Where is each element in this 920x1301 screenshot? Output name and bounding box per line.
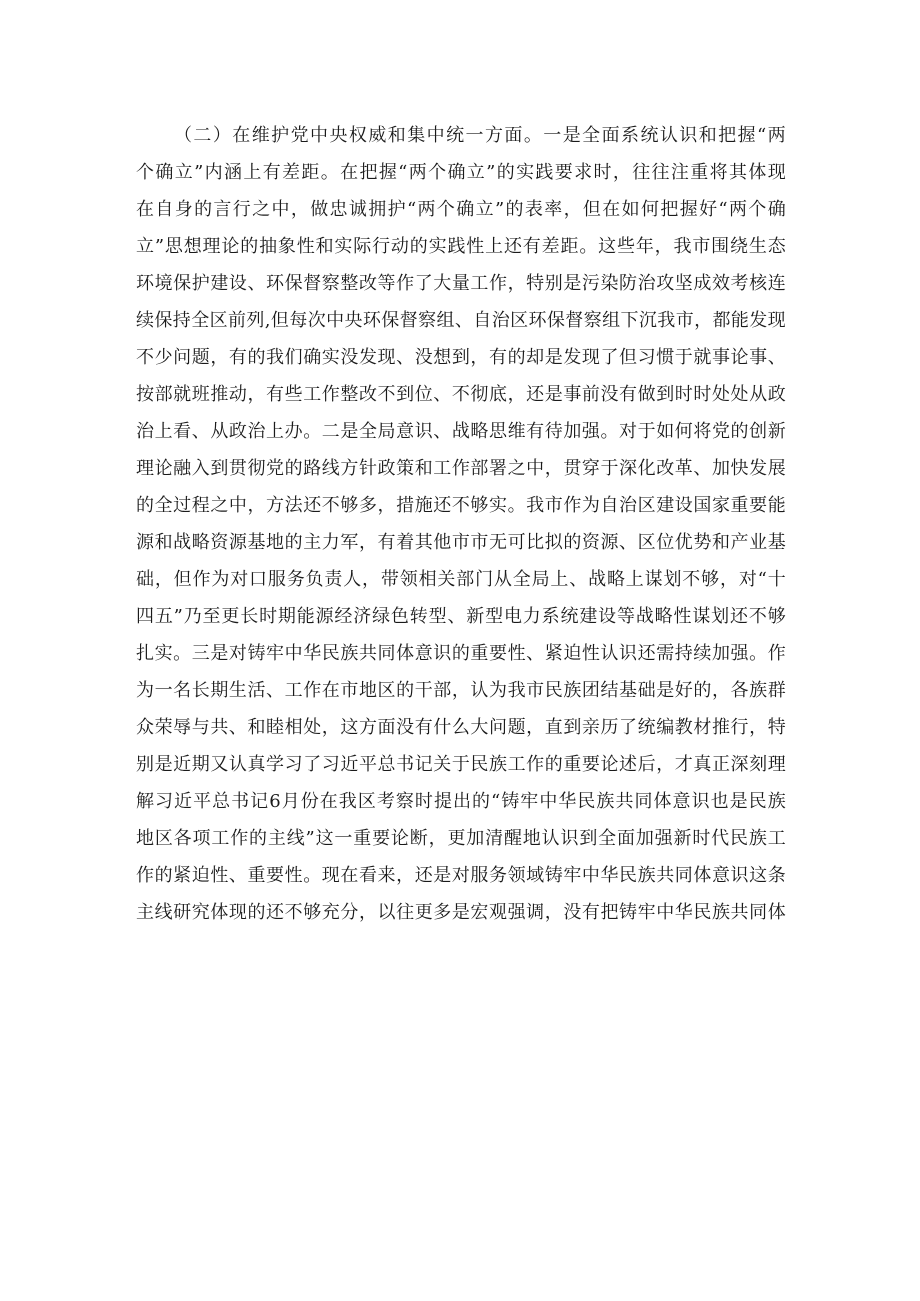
paragraph-line: （二）在维护党中央权威和集中统一方面。一是全面系统认识和把握“两 [174, 125, 786, 146]
paragraph-line: 续保持全区前列,但每次中央环保督察组、自治区环保督察组下沉我市，都能发现 [136, 310, 786, 331]
paragraph-line: 不少问题，有的我们确实没发现、没想到，有的却是发现了但习惯于就事论事、 [136, 347, 786, 368]
paragraph-line: 为一名长期生活、工作在市地区的干部，认为我市民族团结基础是好的，各族群 [136, 680, 786, 701]
paragraph-line: 理论融入到贯彻党的路线方针政策和工作部署之中，贯穿于深化改革、加快发展 [136, 458, 786, 479]
paragraph-line: 作的紧迫性、重要性。现在看来，还是对服务领域铸牢中华民族共同体意识这条 [136, 865, 786, 886]
paragraph-line: 四五”乃至更长时期能源经济绿色转型、新型电力系统建设等战略性谋划还不够 [136, 606, 786, 627]
paragraph-line: 扎实。三是对铸牢中华民族共同体意识的重要性、紧迫性认识还需持续加强。作 [136, 643, 786, 664]
paragraph-line: 主线研究体现的还不够充分，以往更多是宏观强调，没有把铸牢中华民族共同体 [136, 902, 786, 923]
paragraph-line: 的全过程之中，方法还不够多，措施还不够实。我市作为自治区建设国家重要能 [136, 495, 786, 516]
paragraph-line: 解习近平总书记6月份在我区考察时提出的“铸牢中华民族共同体意识也是民族 [136, 791, 786, 812]
paragraph-line: 治上看、从政治上办。二是全局意识、战略思维有待加强。对于如何将党的创新 [136, 421, 786, 442]
body-paragraph [136, 117, 786, 931]
paragraph-line: 础，但作为对口服务负责人，带领相关部门从全局上、战略上谋划不够，对“十 [136, 569, 786, 590]
paragraph-line: 按部就班推动，有些工作整改不到位、不彻底，还是事前没有做到时时处处从政 [136, 384, 786, 405]
paragraph-line: 地区各项工作的主线”这一重要论断，更加清醒地认识到全面加强新时代民族工 [136, 828, 786, 849]
paragraph-line: 别是近期又认真学习了习近平总书记关于民族工作的重要论述后，才真正深刻理 [136, 754, 786, 775]
paragraph-line: 在自身的言行之中，做忠诚拥护“两个确立”的表率，但在如何把握好“两个确 [136, 199, 786, 220]
paragraph-line: 个确立”内涵上有差距。在把握“两个确立”的实践要求时，往往注重将其体现 [136, 162, 786, 183]
paragraph-line: 立”思想理论的抽象性和实际行动的实践性上还有差距。这些年，我市围绕生态 [136, 236, 786, 257]
paragraph-line: 环境保护建设、环保督察整改等作了大量工作，特别是污染防治攻坚成效考核连 [136, 273, 786, 294]
paragraph-line: 源和战略资源基地的主力军，有着其他市市无可比拟的资源、区位优势和产业基 [136, 532, 786, 553]
paragraph-line: 众荣辱与共、和睦相处，这方面没有什么大问题，直到亲历了统编教材推行，特 [136, 717, 786, 738]
